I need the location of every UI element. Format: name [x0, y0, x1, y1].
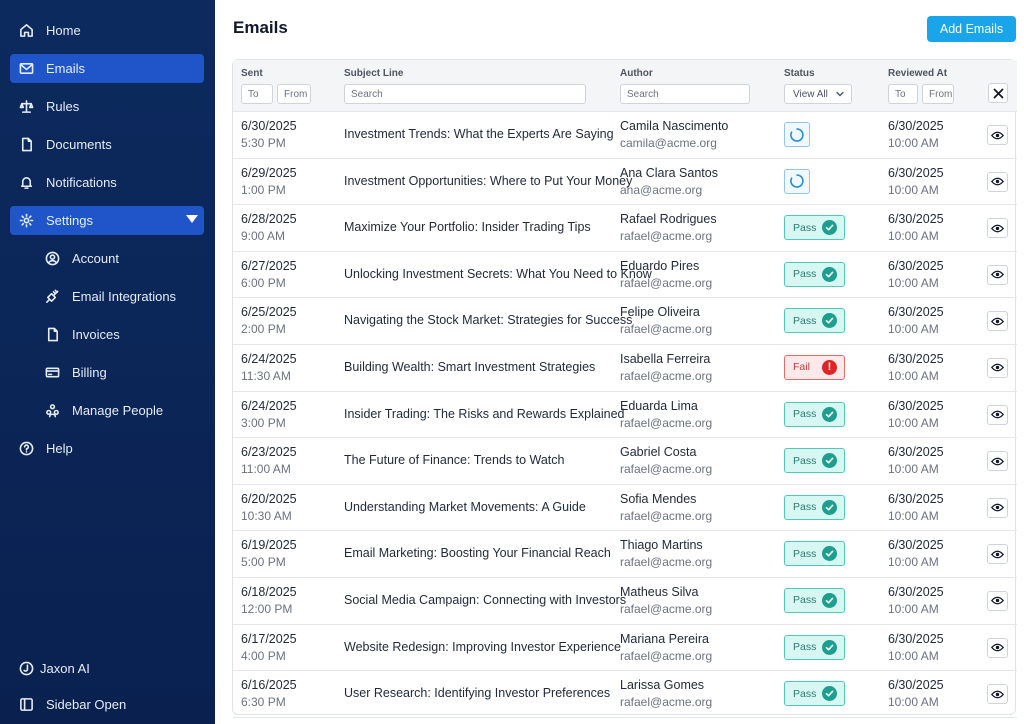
status-label: Pass [793, 501, 817, 514]
sent-time: 5:30 PM [241, 136, 286, 150]
mail-icon [18, 61, 34, 77]
sidebar-item-rules[interactable] [10, 92, 204, 121]
help-icon [18, 441, 34, 457]
credit-card-icon [44, 365, 60, 381]
author-name: Thiago Martins [620, 538, 703, 553]
subject-line: Insider Trading: The Risks and Rewards Explained [344, 406, 625, 421]
sidebar-item-manage-people[interactable] [10, 396, 204, 425]
eye-icon [991, 130, 1004, 141]
status-badge-pass [784, 402, 845, 427]
sent-time: 2:00 PM [241, 322, 286, 337]
reviewed-date: 6/30/2025 [888, 445, 944, 460]
eye-icon [991, 689, 1004, 700]
author-email: rafael@acme.org [620, 322, 713, 337]
view-email-button[interactable] [987, 544, 1008, 564]
sidebar-item-notifications[interactable] [10, 168, 204, 197]
sent-time: 10:30 AM [241, 508, 292, 523]
status-badge-pass [784, 495, 845, 520]
bell-icon [18, 175, 34, 191]
subject-line: Understanding Market Movements: A Guide [344, 499, 586, 514]
status-badge-pass [784, 308, 845, 333]
column-header-sent: Sent [241, 68, 263, 79]
author-search-input[interactable]: Search [620, 84, 750, 104]
reviewed-time: 10:00 AM [888, 695, 939, 710]
eye-icon [991, 176, 1004, 187]
table-row[interactable] [233, 671, 1017, 718]
reviewed-time: 10:00 AM [888, 322, 939, 337]
author-email: rafael@acme.org [620, 415, 713, 430]
view-email-button[interactable] [987, 591, 1008, 611]
eye-icon [991, 595, 1004, 606]
table-row[interactable] [233, 392, 1017, 439]
author-email: rafael@acme.org [620, 462, 713, 477]
author-email: rafael@acme.org [620, 368, 713, 383]
author-name: Gabriel Costa [620, 445, 697, 460]
eye-icon [991, 223, 1004, 234]
add-emails-button[interactable]: Add Emails [927, 16, 1016, 42]
sidebar-item-account[interactable] [10, 244, 204, 273]
reviewed-date: 6/30/2025 [888, 538, 944, 553]
people-icon [44, 403, 60, 419]
author-name: Sofia Mendes [620, 491, 697, 506]
status-label: Pass [793, 547, 817, 560]
status-badge-loading [784, 122, 810, 147]
author-name: Isabella Ferreira [620, 351, 711, 366]
author-email: rafael@acme.org [620, 275, 713, 290]
author-name: Matheus Silva [620, 584, 699, 599]
status-filter-value: View All [793, 88, 828, 100]
reviewed-time: 10:00 AM [888, 368, 939, 383]
sent-date: 6/19/2025 [241, 538, 297, 553]
table-row[interactable] [233, 205, 1017, 252]
assistant-label: Jaxon AI [40, 661, 90, 676]
sent-time: 6:00 PM [241, 275, 286, 290]
check-circle-icon [822, 407, 837, 422]
document-icon [18, 137, 34, 153]
check-circle-icon [822, 453, 837, 468]
sent-date: 6/23/2025 [241, 445, 297, 460]
eye-icon [991, 269, 1004, 280]
subject-line: Navigating the Stock Market: Strategies for Success [344, 313, 633, 328]
view-email-button[interactable] [987, 311, 1008, 331]
view-email-button[interactable] [987, 125, 1008, 145]
reviewed-date: 6/30/2025 [888, 584, 944, 599]
author-email: rafael@acme.org [620, 508, 713, 523]
subject-line: Social Media Campaign: Connecting with Investors [344, 592, 627, 607]
check-circle-icon [822, 313, 837, 328]
author-email: camila@acme.org [620, 136, 717, 150]
view-email-button[interactable] [987, 358, 1008, 378]
spinner-icon [789, 173, 805, 189]
table-body [233, 112, 1017, 718]
reviewed-date: 6/30/2025 [888, 678, 944, 693]
assistant-logo-icon [18, 661, 34, 677]
table-row[interactable] [233, 438, 1017, 485]
clear-filters-button[interactable] [988, 83, 1008, 103]
check-circle-icon [822, 267, 837, 282]
reviewed-date: 6/30/2025 [888, 351, 944, 366]
column-header-author: Author [620, 68, 653, 79]
view-email-button[interactable] [987, 684, 1008, 704]
reviewed-date: 6/30/2025 [888, 212, 944, 227]
reviewed-to-filter[interactable]: To [888, 84, 918, 104]
sent-time: 5:00 PM [241, 555, 286, 570]
subject-line: Investment Trends: What the Experts Are Saying [344, 127, 614, 141]
gear-icon [18, 213, 34, 229]
view-email-button[interactable] [987, 498, 1008, 518]
table-row[interactable] [233, 112, 1017, 159]
status-label: Pass [793, 221, 817, 234]
eye-icon [991, 642, 1004, 653]
sidebar-item-label: Manage People [72, 403, 164, 418]
sidebar-panel-icon [18, 697, 34, 713]
sidebar-toggle[interactable] [10, 690, 204, 719]
table-row[interactable] [233, 485, 1017, 532]
table-row[interactable] [233, 252, 1017, 299]
eye-icon [991, 549, 1004, 560]
sidebar-item-label: Settings [46, 213, 93, 228]
user-circle-icon [44, 251, 60, 267]
emails-table [232, 59, 1016, 715]
subject-line: User Research: Identifying Investor Preferences [344, 686, 611, 701]
subject-line: Website Redesign: Improving Investor Experience [344, 639, 621, 654]
check-circle-icon [822, 220, 837, 235]
status-badge-pass [784, 635, 845, 660]
sent-time: 11:30 AM [241, 368, 291, 383]
assistant-button[interactable] [10, 654, 204, 683]
reviewed-time: 10:00 AM [888, 648, 939, 663]
reviewed-time: 10:00 AM [888, 555, 939, 570]
sent-time: 3:00 PM [241, 415, 286, 430]
author-email: rafael@acme.org [620, 695, 713, 710]
status-label: Pass [793, 641, 817, 654]
eye-icon [991, 456, 1004, 467]
sent-from-filter[interactable]: From [277, 84, 311, 104]
subject-line: Building Wealth: Smart Investment Strategies [344, 359, 596, 374]
author-email: rafael@acme.org [620, 648, 713, 663]
sent-time: 9:00 AM [241, 229, 286, 244]
spinner-icon [789, 127, 805, 143]
status-badge-pass [784, 215, 845, 240]
sent-date: 6/20/2025 [241, 491, 297, 506]
status-label: Pass [793, 594, 817, 607]
view-email-button[interactable] [987, 172, 1008, 192]
column-header-reviewed: Reviewed At [888, 68, 948, 79]
subject-line: Investment Opportunities: Where to Put Your Money [344, 173, 633, 188]
view-email-button[interactable] [987, 265, 1008, 285]
sidebar-item-help[interactable] [10, 434, 204, 463]
sidebar-item-label: Notifications [46, 175, 117, 190]
file-icon [44, 327, 60, 343]
status-badge-loading [784, 169, 810, 194]
status-badge-pass [784, 588, 845, 613]
subject-line: Unlocking Investment Secrets: What You Need to Know [344, 266, 652, 281]
reviewed-time: 10:00 AM [888, 415, 939, 430]
reviewed-time: 10:00 AM [888, 508, 939, 523]
eye-icon [991, 409, 1004, 420]
reviewed-date: 6/30/2025 [888, 258, 944, 273]
check-circle-icon [822, 640, 837, 655]
sent-time: 1:00 PM [241, 182, 286, 197]
sidebar-toggle-label: Sidebar Open [46, 697, 127, 712]
check-circle-icon [822, 546, 837, 561]
sidebar-item-documents[interactable] [10, 130, 204, 159]
plug-icon [44, 289, 60, 305]
sent-date: 6/30/2025 [241, 119, 297, 133]
sidebar-item-label: Emails [46, 61, 86, 76]
sent-to-filter[interactable]: To [241, 84, 273, 104]
author-email: rafael@acme.org [620, 601, 713, 616]
sidebar-item-invoices[interactable] [10, 320, 204, 349]
reviewed-date: 6/30/2025 [888, 491, 944, 506]
sent-time: 4:00 PM [241, 648, 286, 663]
view-email-button[interactable] [987, 451, 1008, 471]
subject-line: Email Marketing: Boosting Your Financial Reach [344, 546, 611, 561]
reviewed-time: 10:00 AM [888, 136, 939, 150]
status-badge-pass [784, 262, 845, 287]
sidebar-item-label: Help [46, 441, 73, 456]
reviewed-time: 10:00 AM [888, 229, 939, 244]
sent-date: 6/27/2025 [241, 258, 297, 273]
table-row[interactable] [233, 578, 1017, 625]
sent-date: 6/16/2025 [241, 678, 297, 693]
scale-icon [18, 99, 34, 115]
sidebar-item-label: Account [72, 251, 119, 266]
eye-icon [991, 362, 1004, 373]
table-header [233, 60, 1017, 112]
subject-line: The Future of Finance: Trends to Watch [344, 453, 565, 468]
view-email-button[interactable] [987, 405, 1008, 425]
check-circle-icon [822, 593, 837, 608]
sent-date: 6/17/2025 [241, 631, 297, 646]
table-row[interactable] [233, 159, 1017, 206]
sidebar-item-home[interactable] [10, 16, 204, 45]
sidebar-item-settings[interactable] [10, 206, 204, 235]
author-email: ana@acme.org [620, 182, 703, 197]
sidebar-item-label: Rules [46, 99, 80, 114]
column-header-status: Status [784, 68, 815, 79]
status-label: Pass [793, 408, 817, 421]
table-row[interactable] [233, 531, 1017, 578]
view-email-button[interactable] [987, 218, 1008, 238]
sent-date: 6/18/2025 [241, 584, 297, 599]
author-name: Eduarda Lima [620, 398, 698, 413]
author-name: Mariana Pereira [620, 631, 709, 646]
status-badge-pass [784, 541, 845, 566]
sidebar-item-label: Email Integrations [72, 289, 177, 304]
sent-time: 6:30 PM [241, 695, 286, 710]
table-row[interactable] [233, 345, 1017, 392]
reviewed-from-filter[interactable]: From [922, 84, 954, 104]
home-icon [18, 23, 34, 39]
reviewed-time: 10:00 AM [888, 601, 939, 616]
sidebar-item-label: Home [46, 23, 81, 38]
table-row[interactable] [233, 298, 1017, 345]
sent-time: 11:00 AM [241, 462, 291, 477]
table-row[interactable] [233, 625, 1017, 672]
reviewed-date: 6/30/2025 [888, 165, 944, 180]
author-name: Ana Clara Santos [620, 165, 718, 180]
author-name: Camila Nascimento [620, 119, 729, 133]
eye-icon [991, 316, 1004, 327]
sidebar-item-emails[interactable] [10, 54, 204, 83]
close-icon [993, 88, 1004, 99]
reviewed-time: 10:00 AM [888, 462, 939, 477]
status-label: Pass [793, 454, 817, 467]
subject-line: Maximize Your Portfolio: Insider Trading Tips [344, 220, 591, 235]
reviewed-time: 10:00 AM [888, 275, 939, 290]
sidebar-item-label: Billing [72, 365, 107, 380]
reviewed-date: 6/30/2025 [888, 119, 944, 133]
check-circle-icon [822, 686, 837, 701]
check-circle-icon [822, 500, 837, 515]
sent-date: 6/24/2025 [241, 351, 297, 366]
author-name: Larissa Gomes [620, 678, 705, 693]
view-email-button[interactable] [987, 638, 1008, 658]
column-header-subject: Subject Line [344, 68, 404, 79]
status-badge-pass [784, 681, 845, 706]
status-label: Fail [793, 361, 810, 374]
author-name: Eduardo Pires [620, 258, 700, 273]
status-label: Pass [793, 687, 817, 700]
author-email: rafael@acme.org [620, 229, 713, 244]
reviewed-date: 6/30/2025 [888, 631, 944, 646]
reviewed-time: 10:00 AM [888, 182, 939, 197]
author-name: Rafael Rodrigues [620, 212, 717, 227]
sidebar-item-email-integrations[interactable] [10, 282, 204, 311]
author-name: Felipe Oliveira [620, 305, 700, 320]
sidebar-item-label: Invoices [72, 327, 120, 342]
sent-date: 6/29/2025 [241, 165, 297, 180]
caret-down-icon [186, 215, 198, 223]
page-title: Emails [233, 18, 288, 37]
status-label: Pass [793, 314, 817, 327]
sent-date: 6/28/2025 [241, 212, 297, 227]
sent-date: 6/24/2025 [241, 398, 297, 413]
status-badge-pass [784, 448, 845, 473]
reviewed-date: 6/30/2025 [888, 305, 944, 320]
sent-time: 12:00 PM [241, 601, 293, 616]
sidebar [0, 0, 215, 724]
eye-icon [991, 502, 1004, 513]
author-email: rafael@acme.org [620, 555, 713, 570]
status-badge-fail [784, 355, 845, 380]
subject-search-input[interactable]: Search [344, 84, 586, 104]
sent-date: 6/25/2025 [241, 305, 297, 320]
sidebar-item-label: Documents [46, 137, 112, 152]
status-filter-select[interactable] [784, 84, 852, 104]
alert-circle-icon: ! [822, 360, 837, 375]
chevron-down-icon [835, 89, 845, 99]
reviewed-date: 6/30/2025 [888, 398, 944, 413]
status-label: Pass [793, 268, 817, 281]
sidebar-item-billing[interactable] [10, 358, 204, 387]
